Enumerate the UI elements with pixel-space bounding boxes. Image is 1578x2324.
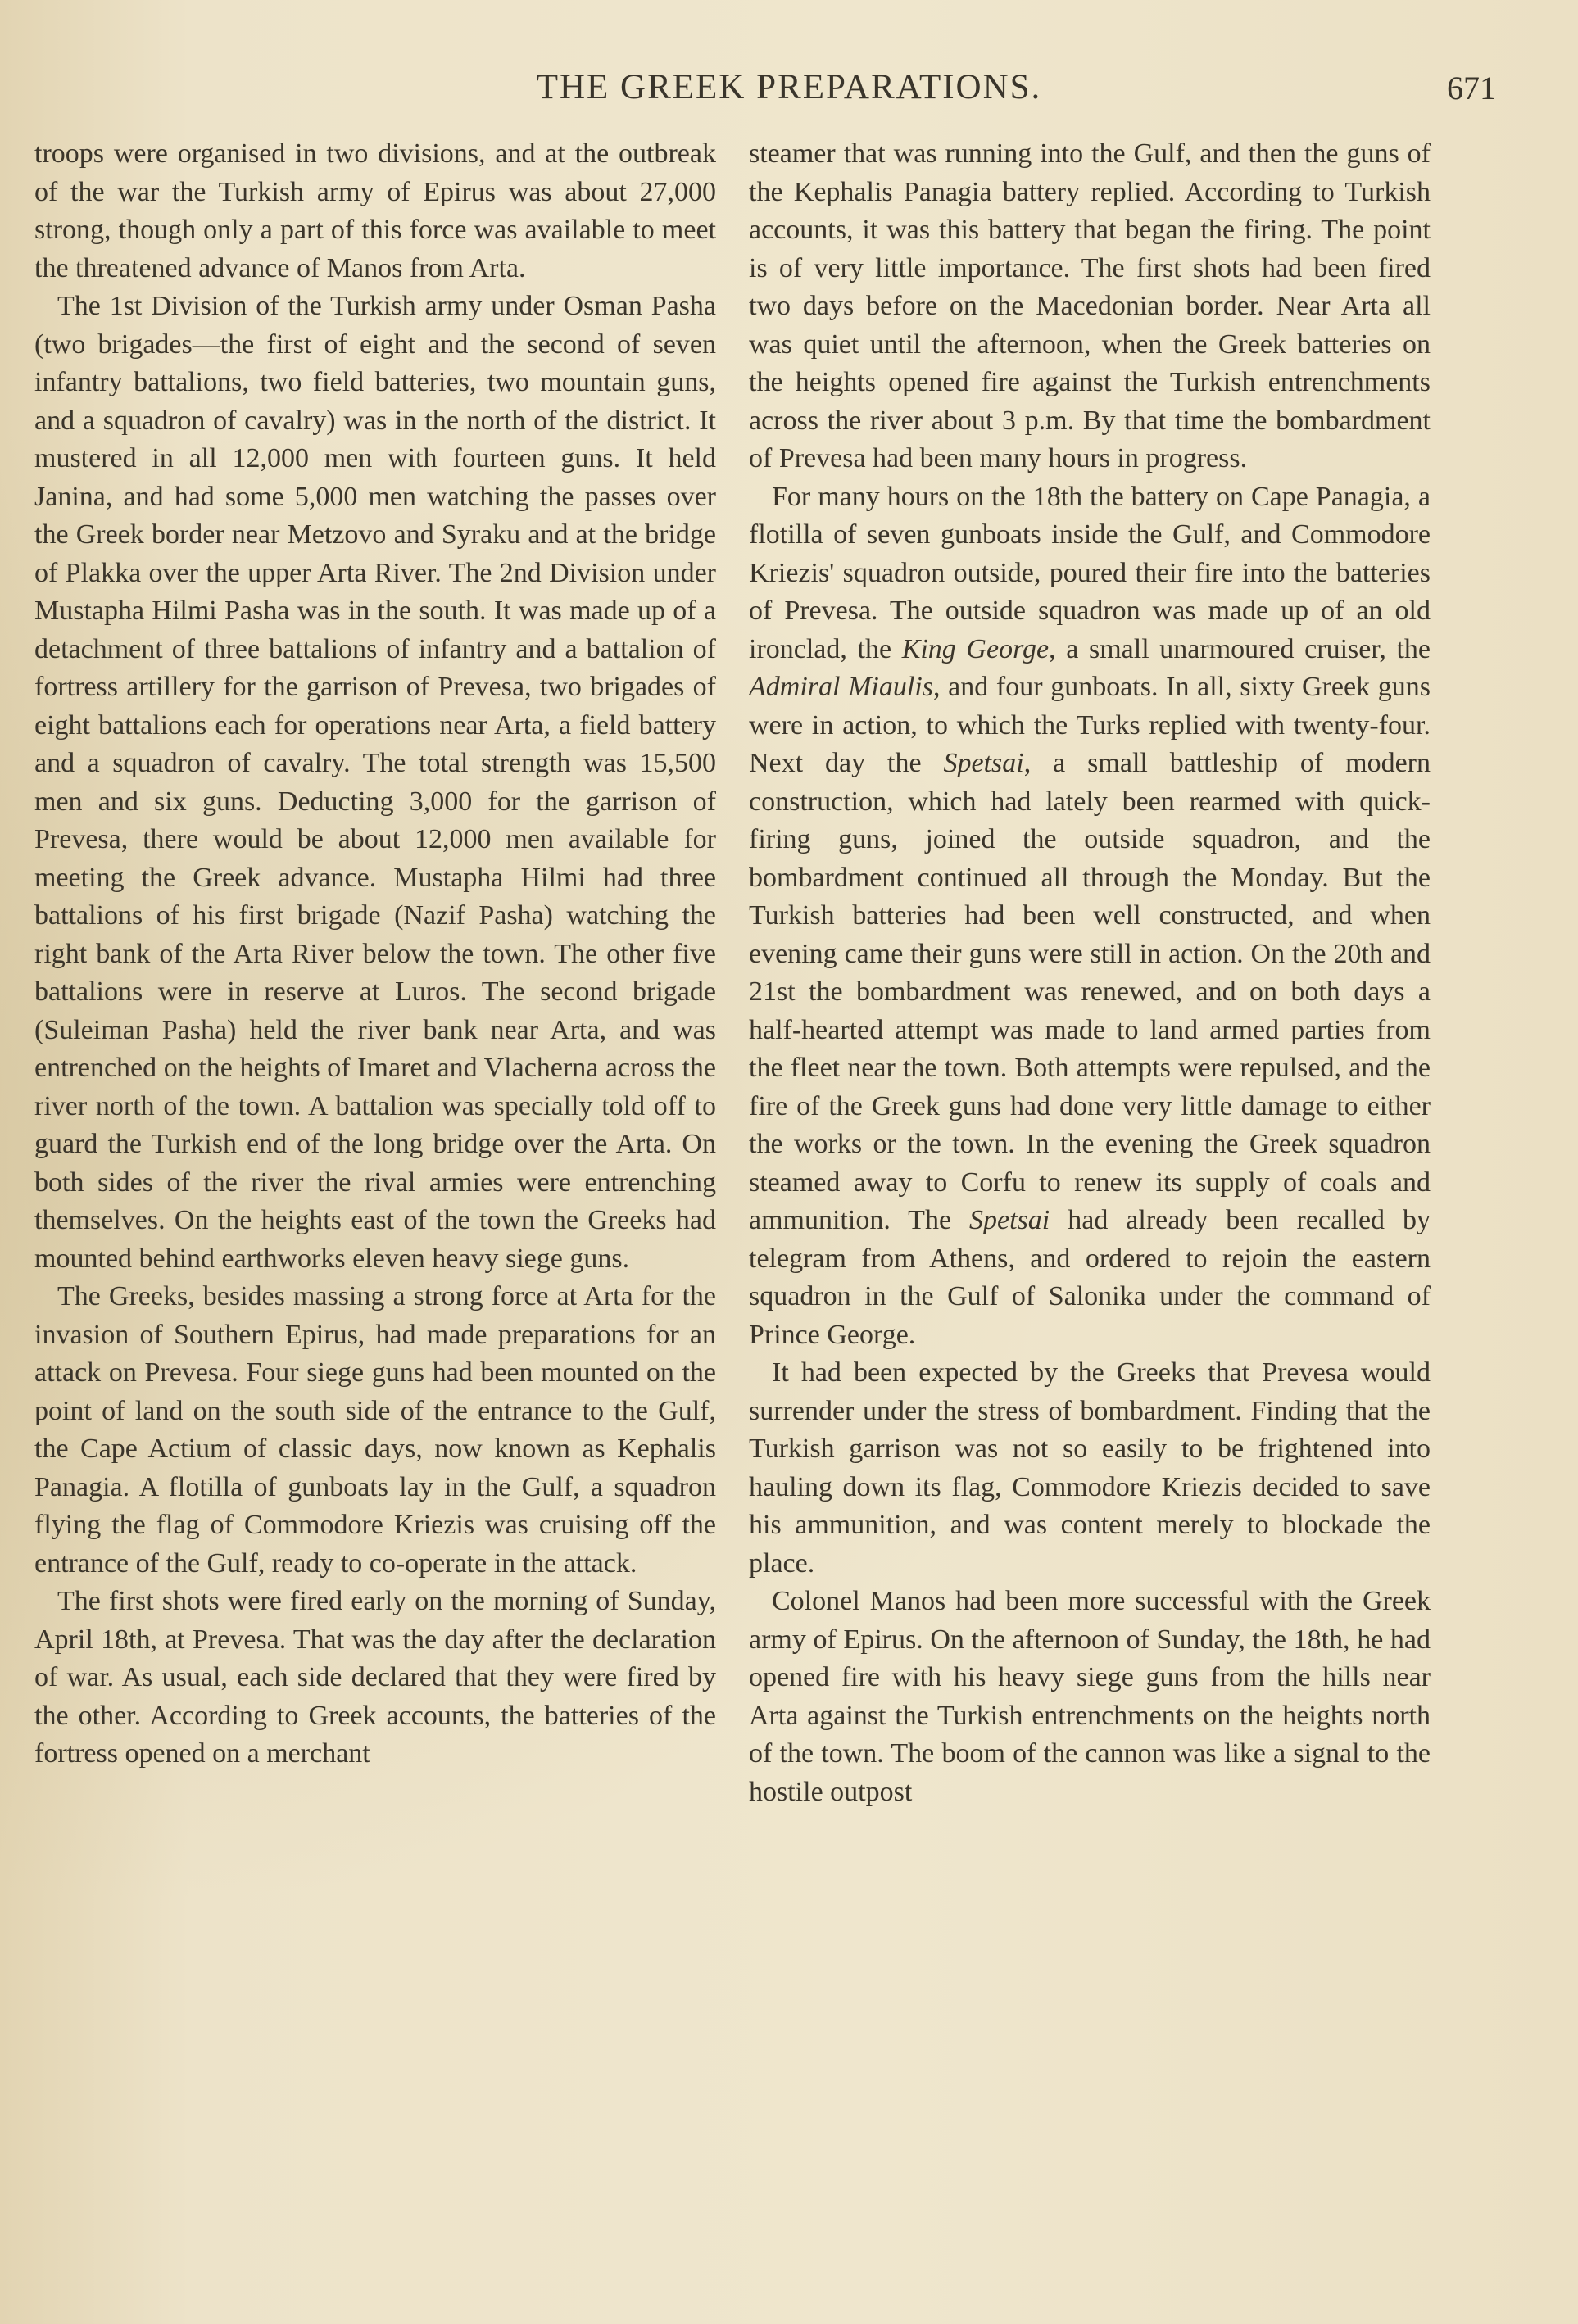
right-column: [749, 135, 1431, 2232]
left-column: [34, 135, 716, 2232]
text-run: , and four gunboats. In all, sixty Greek guns were in action, to which the Turks replied with twenty-four. Next day the: [749, 672, 1431, 778]
paragraph: steamer that was running into the Gulf, and then the guns of the Kephalis Panagia battery replied. According to Turkish accounts, it was this battery that began the firing. The point is of very little importance. The first shots had been fired two days before on the Macedonian border. Near Arta all was quiet until the afternoon, when the Greek batteries on the heights opened fire against the Turkish entrenchments across the river about 3 p.m. By that time the bombardment of Prevesa had been many hours in progress.: [749, 138, 1431, 473]
running-title: THE GREEK PREPARATIONS.: [536, 68, 1042, 106]
page-header: [33, 67, 1545, 116]
paragraph: Colonel Manos had been more successful with the Greek army of Epirus. On the afternoon of Sunday, the 18th, he had opened fire with his heavy siege guns from the hills near Arta against the Turkish entrenchments on the heights north of the town. The boom of the cannon was like a signal to the hostile outpost: [749, 1586, 1431, 1807]
ship-name-admiral-miaulis: Admiral Miaulis: [749, 672, 933, 702]
paragraph: It had been expected by the Greeks that Prevesa would surrender under the stress of bombardment. Finding that the Turkish garrison was not so easily to be frightened into hauling down its flag, Commodore Kriezis decided to save his ammunition, and was content merely to blockade the place.: [749, 1357, 1431, 1579]
text-run: , a small battleship of modern construction, which had lately been rearmed with quick-firing guns, joined the outside squadron, and the bombardment continued all through the Monday. But the Turkish batteries had been well constructed, and when evening came their guns were still in action. On the 20th and 21st the bombardment was renewed, and on both days a half-hearted attempt was made to land armed parties from the fleet near the town. Both attempts were repulsed, and the fire of the Greek guns had done very little damage to either the works or the town. In the evening the Greek squadron steamed away to Corfu to renew its supply of coals and ammunition. The: [749, 748, 1431, 1235]
ship-name-spetsai: Spetsai: [943, 748, 1024, 778]
page-number: 671: [1447, 70, 1496, 106]
paragraph: The 1st Division of the Turkish army under Osman Pasha (two brigades—the first of eight and the second of seven infantry battalions, two field batteries, two mountain guns, and a squadron of cavalry) was in the north of the district. It mustered in all 12,000 men with fourteen guns. It held Janina, and had some 5,000 men watching the passes over the Greek border near Metzovo and Syraku and at the bridge of Plakka over the upper Arta River. The 2nd Division under Mustapha Hilmi Pasha was in the south. It was made up of a detachment of three battalions of infantry and a battalion of fortress artillery for the garrison of Prevesa, two brigades of eight battalions each for operations near Arta, a field battery and a squadron of cavalry. The total strength was 15,500 men and six guns. Deducting 3,000 for the garrison of Prevesa, there would be about 12,000 men available for meeting the Greek advance. Mustapha Hilmi had three battalions of his first brigade (Nazif Pasha) watching the right bank of the Arta River below the town. The other five battalions were in reserve at Luros. The second brigade (Suleiman Pasha) held the river bank near Arta, and was entrenched on the heights of Imaret and Vlacherna across the river north of the town. A battalion was specially told off to guard the Turkish end of the long bridge over the Arta. On both sides of the river the rival armies were entrenching themselves. On the heights east of the town the Greeks had mounted behind earthworks eleven heavy siege guns.: [34, 291, 716, 1274]
text-run: For many hours on the 18th the battery on Cape Panagia, a flotilla of seven gunboats inside the Gulf, and Commodore Kriezis' squadron outside, poured their fire into the batteries of Prevesa. The outside squadron was made up of an old ironclad, the: [749, 481, 1431, 664]
paragraph: [749, 478, 1431, 1355]
text-run: had already been recalled by telegram from Athens, and ordered to rejoin the eastern squadron in the Gulf of Salonika under the command of Prince George.: [749, 1205, 1431, 1350]
paragraph: The first shots were fired early on the morning of Sunday, April 18th, at Prevesa. That was the day after the declaration of war. As usual, each side declared that they were fired by the other. According to Greek accounts, the batteries of the fortress opened on a merchant: [34, 1586, 716, 1769]
ship-name-spetsai: Spetsai: [969, 1205, 1050, 1235]
paragraph: troops were organised in two divisions, and at the outbreak of the war the Turkish army of Epirus was about 27,000 strong, though only a part of this force was available to meet the threatened advance of Manos from Arta.: [34, 138, 716, 283]
paragraph: The Greeks, besides massing a strong force at Arta for the invasion of Southern Epirus, had made preparations for an attack on Prevesa. Four siege guns had been mounted on the point of land on the south side of the entrance to the Gulf, the Cape Actium of classic days, now known as Kephalis Panagia. A flotilla of gunboats lay in the Gulf, a squadron flying the flag of Commodore Kriezis was cruising off the entrance of the Gulf, ready to co-operate in the attack.: [34, 1281, 716, 1579]
text-run: , a small unarmoured cruiser, the: [1049, 633, 1431, 664]
ship-name-king-george: King George: [901, 633, 1050, 664]
